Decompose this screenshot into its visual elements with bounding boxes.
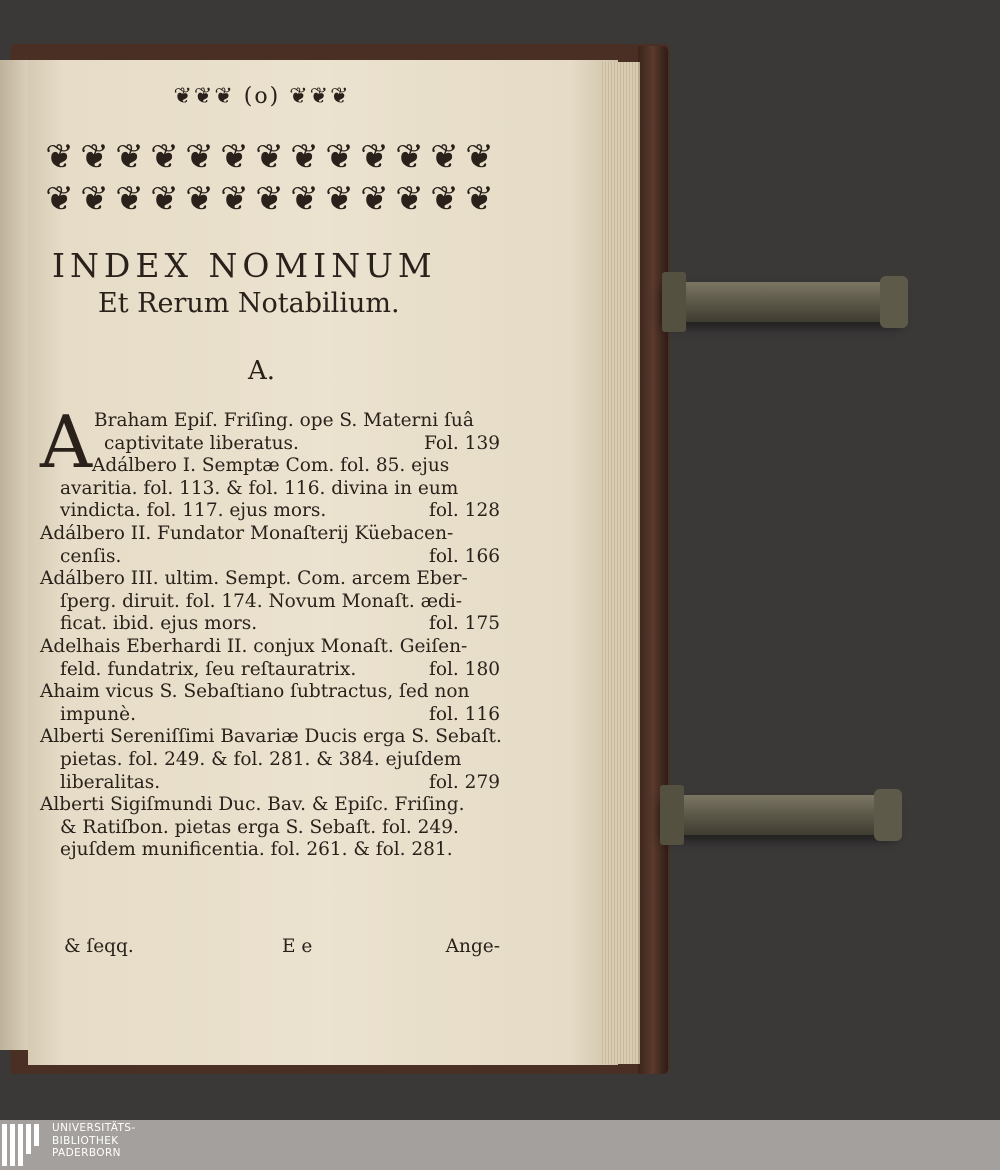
- index-line: [40, 568, 500, 591]
- index-line-text: Adelhais Eberhardi II. conjux Monaſt. Geiſen-: [40, 635, 468, 657]
- index-line-text: captivitate liberatus.: [104, 432, 299, 454]
- ornament-glyph-icon: ❦: [465, 179, 494, 219]
- ornament-glyph-icon: ❦: [220, 137, 249, 177]
- ornament-right-icon: ❦❦❦: [280, 84, 351, 109]
- index-title: INDEX NOMINUM: [52, 246, 437, 285]
- index-line-text: impunè.: [60, 703, 136, 725]
- index-line: [40, 704, 500, 727]
- library-name: [52, 1122, 136, 1160]
- index-line-folio: fol. 175: [429, 613, 500, 635]
- index-line-text: vindicta. fol. 117. ejus mors.: [60, 500, 327, 522]
- index-line: [40, 591, 500, 614]
- index-line: [40, 794, 500, 817]
- index-line-folio: fol. 180: [429, 658, 500, 680]
- index-line: [40, 817, 500, 840]
- index-subtitle: Et Rerum Notabilium.: [98, 288, 400, 319]
- index-line-text: Adálbero II. Fundator Monaſterij Küebacen-: [40, 522, 454, 544]
- ornament-glyph-icon: ❦: [290, 137, 319, 177]
- index-line-text: ficat. ibid. ejus mors.: [60, 613, 258, 635]
- index-line: [40, 839, 500, 862]
- index-line: [40, 749, 500, 772]
- index-line-text: Braham Epiſ. Friſing. ope S. Materni ſuâ: [94, 410, 474, 431]
- library-name-line2: BIBLIOTHEK: [52, 1134, 119, 1147]
- ornament-left-icon: ❦❦❦: [173, 84, 244, 109]
- index-line: [40, 613, 500, 636]
- ornament-glyph-icon: ❦: [255, 179, 284, 219]
- footer-continuation: & ſeqq.: [64, 936, 134, 957]
- ornament-glyph-icon: ❦: [465, 137, 494, 177]
- index-line-text: pietas. fol. 249. & fol. 281. & 384. ejuſdem: [60, 748, 462, 770]
- index-line: [40, 681, 500, 704]
- index-line-text: Adálbero I. Semptæ Com. fol. 85. ejus: [92, 455, 450, 477]
- ornament-glyph-icon: ❦: [185, 137, 214, 177]
- ornament-glyph-icon: ❦: [395, 137, 424, 177]
- index-line: [40, 455, 500, 478]
- index-line: [40, 500, 500, 523]
- drop-cap: A: [40, 400, 92, 484]
- index-line: [40, 523, 500, 546]
- page-number: [162, 84, 362, 109]
- ornament-glyph-icon: ❦: [360, 137, 389, 177]
- ornament-glyph-icon: ❦: [290, 179, 319, 219]
- ornament-glyph-icon: ❦: [115, 179, 144, 219]
- ornamental-border-icon: [42, 136, 497, 220]
- index-line: [40, 433, 500, 456]
- ornament-glyph-icon: ❦: [325, 137, 354, 177]
- page-number-text: (o): [243, 84, 281, 109]
- index-line-text: Adálbero III. ultim. Sempt. Com. arcem Eber-: [40, 568, 468, 590]
- index-line: [40, 772, 500, 795]
- page-footer-line: [40, 936, 500, 960]
- index-line-text: Alberti Sigiſmundi Duc. Bav. & Epiſc. Friſing.: [40, 794, 465, 816]
- signature-mark: E e: [282, 936, 313, 957]
- library-name-line1: UNIVERSITÄTS-: [52, 1122, 136, 1134]
- index-line-folio: fol. 128: [429, 500, 500, 522]
- ornament-glyph-icon: ❦: [45, 179, 74, 219]
- section-letter: A.: [248, 356, 276, 386]
- index-line: [40, 478, 500, 501]
- library-logo-icon: [2, 1124, 46, 1166]
- library-footer-bar: [0, 1120, 1000, 1170]
- index-line: [40, 410, 500, 433]
- index-line-text: cenſis.: [60, 545, 122, 567]
- bottom-clasp: [660, 795, 896, 835]
- index-line-folio: fol. 279: [429, 771, 500, 793]
- top-clasp: [662, 282, 902, 322]
- index-line: [40, 636, 500, 659]
- ornament-glyph-icon: ❦: [395, 179, 424, 219]
- index-line-text: Ahaim vicus S. Sebaſtiano ſubtractus, ſed non: [40, 681, 470, 703]
- index-line-text: ſperg. diruit. fol. 174. Novum Monaſt. ædi-: [60, 590, 463, 612]
- ornament-glyph-icon: ❦: [220, 179, 249, 219]
- index-line-text: Alberti Sereniſſimi Bavariæ Ducis erga S. Sebaſt.: [40, 726, 502, 748]
- ornament-glyph-icon: ❦: [80, 179, 109, 219]
- index-line-text: feld. fundatrix, ſeu reſtauratrix.: [60, 658, 357, 680]
- left-page-edge: [0, 60, 30, 1050]
- library-name-line3: PADERBORN: [52, 1147, 121, 1159]
- ornament-glyph-icon: ❦: [150, 137, 179, 177]
- index-line: [40, 726, 500, 749]
- ornament-glyph-icon: ❦: [430, 179, 459, 219]
- ornament-glyph-icon: ❦: [115, 137, 144, 177]
- ornament-glyph-icon: ❦: [430, 137, 459, 177]
- page-stack-edge: [600, 62, 640, 1064]
- index-line-folio: Fol. 139: [424, 432, 500, 454]
- ornament-glyph-icon: ❦: [185, 179, 214, 219]
- ornament-glyph-icon: ❦: [325, 179, 354, 219]
- index-line: [40, 546, 500, 569]
- ornament-glyph-icon: ❦: [150, 179, 179, 219]
- index-entries: [40, 410, 500, 862]
- index-line-text: & Ratiſbon. pietas erga S. Sebaſt. fol. 249.: [60, 816, 459, 838]
- index-line-text: liberalitas.: [60, 771, 161, 793]
- index-line: [40, 659, 500, 682]
- book-cover-edge: [638, 46, 668, 1074]
- ornament-glyph-icon: ❦: [80, 137, 109, 177]
- catchword: Ange-: [445, 936, 500, 957]
- index-line-folio: fol. 166: [429, 545, 500, 567]
- index-line-text: avaritia. fol. 113. & fol. 116. divina in eum: [60, 477, 459, 499]
- index-line-text: ejuſdem munificentia. fol. 261. & fol. 281.: [60, 839, 453, 861]
- ornament-glyph-icon: ❦: [45, 137, 74, 177]
- ornament-glyph-icon: ❦: [360, 179, 389, 219]
- index-line-folio: fol. 116: [429, 703, 500, 725]
- ornament-glyph-icon: ❦: [255, 137, 284, 177]
